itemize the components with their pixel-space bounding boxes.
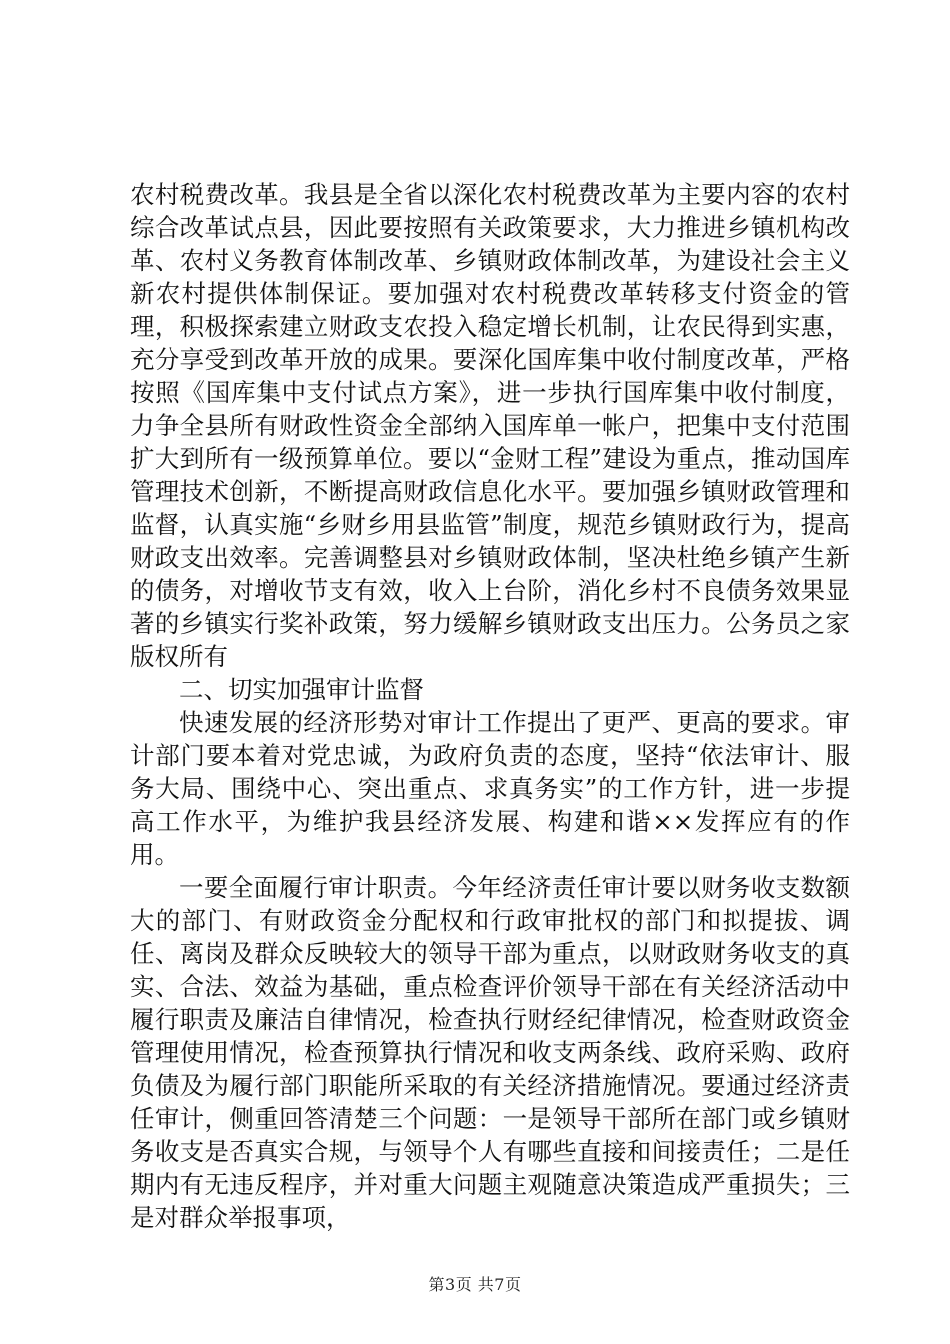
body-paragraph-3: 快速发展的经济形势对审计工作提出了更严、更高的要求。审计部门要本着对党忠诚，为政府负责的态度，坚持“依法审计、服务大局、围绕中心、突出重点、求真务实”的工作方针，进一步提高工作水平，为维护我县经济发展、构建和谐××发挥应有的作用。 bbox=[130, 708, 850, 869]
page-number-footer: 第3页 共7页 bbox=[428, 1275, 522, 1294]
document-body bbox=[130, 178, 850, 1234]
body-paragraph-1: 农村税费改革。我县是全省以深化农村税费改革为主要内容的农村综合改革试点县，因此要按照有关政策要求，大力推进乡镇机构改革、农村义务教育体制改革、乡镇财政体制改革，为建设社会主义新农村提供体制保证。要加强对农村税费改革转移支付资金的管理，积极探索建立财政支农投入稳定增长机制，让农民得到实惠，充分享受到改革开放的成果。要深化国库集中收付制度改革，严格按照《国库集中支付试点方案》，进一步执行国库集中收付制度，力争全县所有财政性资金全部纳入国库单一帐户，把集中支付范围扩大到所有一级预算单位。要以“金财工程”建设为重点，推动国库管理技术创新，不断提高财政信息化水平。要加强乡镇财政管理和监督，认真实施“乡财乡用县监管”制度，规范乡镇财政行为，提高财政支出效率。完善调整县对乡镇财政体制，坚决杜绝乡镇产生新的债务，对增收节支有效，收入上台阶，消化乡村不良债务效果显著的乡镇实行奖补政策，努力缓解乡镇财政支出压力。公务员之家版权所有 bbox=[130, 180, 850, 671]
section-heading-2: 二、切实加强审计监督 bbox=[179, 675, 424, 704]
body-paragraph-4: 一要全面履行审计职责。今年经济责任审计要以财务收支数额大的部门、有财政资金分配权和行政审批权的部门和拟提拔、调任、离岗及群众反映较大的领导干部为重点，以财政财务收支的真实、合法、效益为基础，重点检查评价领导干部在有关经济活动中履行职责及廉洁自律情况，检查执行财经纪律情况，检查财政资金管理使用情况，检查预算执行情况和收支两条线、政府采购、政府负债及为履行部门职能所采取的有关经济措施情况。要通过经济责任审计，侧重回答清楚三个问题：一是领导干部所在部门或乡镇财务收支是否真实合规，与领导个人有哪些直接和间接责任；二是任期内有无违反程序，并对重大问题主观随意决策造成严重损失；三是对群众举报事项， bbox=[130, 873, 850, 1232]
